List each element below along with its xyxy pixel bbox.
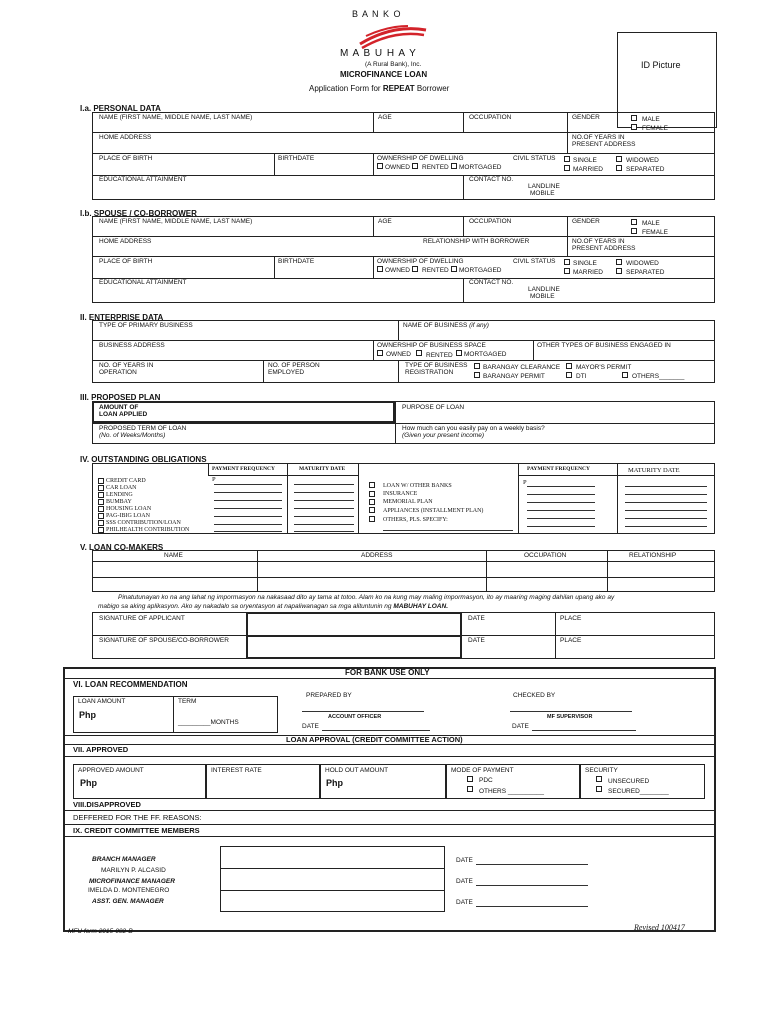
spouse-rented-checkbox[interactable] — [412, 266, 418, 272]
obligations-maturity-right: MATURITY DATE — [628, 467, 680, 474]
enterprise-owned-label: OWNED — [386, 351, 411, 358]
dti-label: DTI — [576, 373, 587, 380]
spouse-mobile-label: MOBILE — [530, 293, 555, 300]
approved-amount-label: APPROVED AMOUNT — [78, 767, 144, 774]
enterprise-mortgaged-checkbox[interactable] — [456, 350, 462, 356]
obligation-left-item: PHILHEALTH CONTRIBUTION — [106, 527, 190, 533]
personal-gender-label: GENDER — [572, 114, 600, 121]
obligation-checkbox[interactable] — [98, 506, 104, 512]
enterprise-others-checkbox[interactable] — [622, 372, 628, 378]
declaration-line-1: Pinatutunayan ko na ang lahat ng impormasyon na nakasaad dito ay tama at totoo. Alam ko na kung may maling impormasyon, ito ay maaring maging dahilan upang ako ay — [118, 594, 615, 601]
personal-age-label: AGE — [378, 114, 392, 121]
obligation-left-item: PAG-IBIG LOAN — [106, 513, 150, 519]
plan-amount-label-1: AMOUNT OF — [99, 404, 139, 411]
enterprise-other-types-label: OTHER TYPES OF BUSINESS ENGAGED IN — [537, 342, 671, 349]
comakers-table — [92, 550, 715, 592]
personal-male-label: MALE — [642, 116, 660, 123]
bank-subtitle: (A Rural Bank), Inc. — [365, 61, 422, 68]
personal-single-checkbox[interactable] — [564, 156, 570, 162]
spouse-owned-checkbox[interactable] — [377, 266, 383, 272]
holdout-amount-label: HOLD OUT AMOUNT — [325, 767, 389, 774]
spouse-relationship-label: RELATIONSHIP WITH BORROWER — [423, 238, 530, 245]
comakers-col-address: ADDRESS — [361, 552, 393, 559]
personal-widowed-label: WIDOWED — [626, 157, 659, 164]
secured-checkbox[interactable] — [596, 786, 602, 792]
obligation-checkbox[interactable] — [369, 516, 375, 522]
loan-recommendation-title: VI. LOAN RECOMMENDATION — [73, 680, 188, 689]
enterprise-address-label: BUSINESS ADDRESS — [99, 342, 165, 349]
spouse-ownership-label: OWNERSHIP OF DWELLING — [377, 258, 464, 265]
obligation-checkbox[interactable] — [98, 513, 104, 519]
plan-amount-label-2: LOAN APPLIED — [99, 411, 148, 418]
personal-landline-label: LANDLINE — [528, 183, 560, 190]
brgy-clearance-label: BARANGAY CLEARANCE — [483, 364, 561, 371]
obligation-right-item: MEMORIAL PLAN — [383, 499, 433, 505]
committee-date-3: DATE — [456, 899, 473, 906]
personal-female-label: FEMALE — [642, 125, 669, 132]
obligation-checkbox[interactable] — [98, 492, 104, 498]
enterprise-persons-label-1: NO. OF PERSON — [268, 362, 320, 369]
enterprise-owned-checkbox[interactable] — [377, 350, 383, 356]
mf-manager-name: IMELDA D. MONTENEGRO — [88, 887, 170, 894]
pdc-checkbox[interactable] — [467, 776, 473, 782]
personal-occupation-label: OCCUPATION — [469, 114, 512, 121]
spouse-widowed-label: WIDOWED — [626, 260, 659, 267]
section-obligations-title: IV. OUTSTANDING OBLIGATIONS — [80, 455, 207, 464]
form-title: MICROFINANCE LOAN — [340, 70, 428, 79]
personal-education-label: EDUCATIONAL ATTAINMENT — [99, 176, 187, 183]
spouse-separated-checkbox[interactable] — [616, 268, 622, 274]
brgy-permit-checkbox[interactable] — [474, 372, 480, 378]
spouse-present-label: PRESENT ADDRESS — [572, 245, 636, 252]
bank-name: M A B U H A Y — [340, 48, 417, 59]
branch-manager-title: BRANCH MANAGER — [92, 856, 156, 863]
section-comakers-title: V. LOAN CO-MAKERS — [80, 543, 164, 552]
committee-title: IX. CREDIT COMMITTEE MEMBERS — [73, 826, 200, 835]
personal-owned-label: OWNED — [385, 164, 410, 171]
obligation-checkbox[interactable] — [369, 507, 375, 513]
obligation-checkbox[interactable] — [98, 478, 104, 484]
rec-php-label: Php — [79, 710, 96, 720]
enterprise-persons-label-2: EMPLOYED — [268, 369, 305, 376]
personal-contact-label: CONTACT NO. — [469, 176, 514, 183]
obligations-p-left: P — [212, 476, 216, 483]
payment-others-checkbox[interactable] — [467, 786, 473, 792]
approved-title: VII. APPROVED — [73, 745, 129, 754]
spouse-occupation-label: OCCUPATION — [469, 218, 512, 225]
enterprise-type-label: TYPE OF PRIMARY BUSINESS — [99, 322, 193, 329]
enterprise-space-label: OWNERSHIP OF BUSINESS SPACE — [377, 342, 486, 349]
account-officer-label: ACCOUNT OFFICER — [328, 714, 382, 720]
prepared-by-label: PREPARED BY — [306, 692, 352, 699]
personal-married-label: MARRIED — [573, 166, 603, 173]
personal-mortgaged-label: MORTGAGED — [459, 164, 502, 171]
checked-date-label: DATE — [512, 723, 529, 730]
unsecured-label: UNSECURED — [608, 778, 650, 785]
signature-spouse-label: SIGNATURE OF SPOUSE/CO-BORROWER — [99, 637, 229, 644]
plan-term-note: (No. of Weeks/Months) — [99, 432, 166, 439]
personal-widowed-checkbox[interactable] — [616, 156, 622, 162]
mode-payment-label: MODE OF PAYMENT — [451, 767, 514, 774]
signature-place-label: PLACE — [560, 615, 582, 622]
obligation-checkbox[interactable] — [98, 520, 104, 526]
spouse-married-label: MARRIED — [573, 269, 603, 276]
spouse-age-label: AGE — [378, 218, 392, 225]
personal-present-label: PRESENT ADDRESS — [572, 141, 636, 148]
asst-gen-manager-title: ASST. GEN. MANAGER — [92, 898, 164, 905]
section-plan-title: III. PROPOSED PLAN — [80, 393, 161, 402]
secured-label: SECURED________ — [608, 788, 669, 795]
enterprise-years-label-1: NO. OF YEARS IN — [99, 362, 154, 369]
spouse-married-checkbox[interactable] — [564, 268, 570, 274]
obligation-right-item: LOAN W/ OTHER BANKS — [383, 483, 452, 489]
obligation-right-item: INSURANCE — [383, 491, 418, 497]
comakers-col-occupation: OCCUPATION — [524, 552, 567, 559]
personal-civil-label: CIVIL STATUS — [513, 155, 556, 162]
spouse-male-checkbox[interactable] — [631, 219, 637, 225]
spouse-single-checkbox[interactable] — [564, 259, 570, 265]
plan-pay-label: How much can you easily pay on a weekly basis? — [402, 425, 545, 432]
spouse-widowed-checkbox[interactable] — [616, 259, 622, 265]
obligation-left-item: LENDING — [106, 492, 133, 498]
rec-loan-amount-label: LOAN AMOUNT — [78, 698, 126, 705]
spouse-civil-label: CIVIL STATUS — [513, 258, 556, 265]
obligations-maturity-left: MATURITY DATE — [299, 466, 346, 472]
obligations-payfreq-left: PAYMENT FREQUENCY — [212, 466, 276, 472]
plan-purpose-label: PURPOSE OF LOAN — [402, 404, 465, 411]
committee-date-1: DATE — [456, 857, 473, 864]
spouse-birthplace-label: PLACE OF BIRTH — [99, 258, 153, 265]
personal-rented-checkbox[interactable] — [412, 163, 418, 169]
personal-ownership-label: OWNERSHIP OF DWELLING — [377, 155, 464, 162]
deferred-label: DEFFERED FOR THE FF. REASONS: — [73, 813, 202, 822]
enterprise-rented-label: RENTED — [426, 352, 453, 359]
obligation-checkbox[interactable] — [369, 482, 375, 488]
personal-birthplace-label: PLACE OF BIRTH — [99, 155, 153, 162]
spouse-name-label: NAME (FIRST NAME, MIDDLE NAME, LAST NAME) — [99, 218, 253, 225]
enterprise-reg-label-2: REGISTRATION — [405, 369, 454, 376]
spouse-contact-label: CONTACT NO. — [469, 279, 514, 286]
signature-date-label-2: DATE — [468, 637, 485, 644]
spouse-birthdate-label: BIRTHDATE — [278, 258, 315, 265]
obligation-right-item: APPLIANCES (INSTALLMENT PLAN) — [383, 508, 484, 514]
spouse-years-label: NO.OF YEARS IN — [572, 238, 625, 245]
revision-note: Revised 100417 — [634, 923, 685, 932]
rec-term-label: TERM — [178, 698, 197, 705]
spouse-landline-label: LANDLINE — [528, 286, 560, 293]
interest-rate-label: INTEREST RATE — [211, 767, 262, 774]
obligation-checkbox[interactable] — [98, 485, 104, 491]
brgy-clearance-checkbox[interactable] — [474, 363, 480, 369]
spouse-male-label: MALE — [642, 220, 660, 227]
spouse-female-checkbox[interactable] — [631, 228, 637, 234]
obligation-left-item: SSS CONTRIBUTION/LOAN — [106, 520, 181, 526]
plan-pay-note: (Given your present income) — [402, 432, 485, 439]
mayor-permit-label: MAYOR'S PERMIT — [576, 364, 632, 371]
disapproved-title: VIII.DISAPPROVED — [73, 800, 141, 809]
personal-single-label: SINGLE — [573, 157, 597, 164]
form-subtitle: Application Form for REPEAT Borrower — [309, 84, 450, 93]
enterprise-mortgaged-label: MORTGAGED — [464, 351, 507, 358]
personal-female-checkbox[interactable] — [631, 124, 637, 130]
declaration-line-2: mabigo sa aking aplikasyon. Ako ay nakadalo sa oryentasyon at napaliwanagan sa mga alituntunin ng MABUHAY LOAN. — [98, 603, 449, 610]
personal-separated-checkbox[interactable] — [616, 165, 622, 171]
obligation-checkbox[interactable] — [369, 499, 375, 505]
personal-separated-label: SEPARATED — [626, 166, 665, 173]
enterprise-reg-label-1: TYPE OF BUSINESS — [405, 362, 468, 369]
spouse-education-label: EDUCATIONAL ATTAINMENT — [99, 279, 187, 286]
spouse-single-label: SINGLE — [573, 260, 597, 267]
signature-date-label: DATE — [468, 615, 485, 622]
dti-checkbox[interactable] — [566, 372, 572, 378]
personal-name-label: NAME (FIRST NAME, MIDDLE NAME, LAST NAME) — [99, 114, 253, 121]
comakers-col-name: NAME — [164, 552, 183, 559]
personal-mobile-label: MOBILE — [530, 190, 555, 197]
obligation-left-item: CREDIT CARD — [106, 478, 146, 484]
brgy-permit-label: BARANGAY PERMIT — [483, 373, 545, 380]
security-label: SECURITY — [585, 767, 618, 774]
personal-home-label: HOME ADDRESS — [99, 134, 152, 141]
loan-approval-title: LOAN APPROVAL (CREDIT COMMITTEE ACTION) — [286, 735, 463, 744]
obligation-checkbox[interactable] — [369, 491, 375, 497]
section-spouse-title: I.b. SPOUSE / CO-BORROWER — [80, 209, 197, 218]
spouse-separated-label: SEPARATED — [626, 269, 665, 276]
obligations-payfreq-right: PAYMENT FREQUENCY — [527, 466, 591, 472]
mayor-permit-checkbox[interactable] — [566, 363, 572, 369]
mf-supervisor-label: MF SUPERVISOR — [547, 714, 593, 720]
personal-mortgaged-checkbox[interactable] — [451, 163, 457, 169]
mf-manager-title: MICROFINANCE MANAGER — [89, 878, 175, 885]
obligation-checkbox[interactable] — [98, 527, 104, 533]
spouse-mortgaged-checkbox[interactable] — [451, 266, 457, 272]
obligations-p-right: P — [523, 479, 527, 486]
personal-married-checkbox[interactable] — [564, 165, 570, 171]
enterprise-others-label: OTHERS_______ — [632, 373, 685, 380]
approved-php-label: Php — [80, 778, 97, 788]
bank-logo — [358, 22, 428, 50]
committee-date-2: DATE — [456, 878, 473, 885]
personal-owned-checkbox[interactable] — [377, 163, 383, 169]
comakers-col-relationship: RELATIONSHIP — [629, 552, 677, 559]
spouse-owned-label: OWNED — [385, 267, 410, 274]
personal-male-checkbox[interactable] — [631, 115, 637, 121]
form-number: MFU form 2015-002-B — [68, 928, 133, 935]
enterprise-rented-checkbox[interactable] — [416, 350, 422, 356]
enterprise-bname-label: NAME OF BUSINESS (if any) — [403, 322, 489, 329]
personal-birthdate-label: BIRTHDATE — [278, 155, 315, 162]
payment-others-label: OTHERS __________ — [479, 788, 545, 795]
section-enterprise-title: II. ENTERPRISE DATA — [80, 313, 164, 322]
id-picture-label: ID Picture — [641, 60, 681, 70]
spouse-female-label: FEMALE — [642, 229, 669, 236]
signature-place-label-2: PLACE — [560, 637, 582, 644]
spouse-rented-label: RENTED — [422, 267, 449, 274]
section-personal-title: I.a. PERSONAL DATA — [80, 104, 161, 113]
obligation-left-item: BUMBAY — [106, 499, 132, 505]
bank-name-top: B A N K O — [352, 9, 402, 19]
obligation-checkbox[interactable] — [98, 499, 104, 505]
enterprise-years-label-2: OPERATION — [99, 369, 137, 376]
checked-by-label: CHECKED BY — [513, 692, 556, 699]
pdc-label: PDC — [479, 777, 493, 784]
personal-rented-label: RENTED — [422, 164, 449, 171]
signature-applicant-label: SIGNATURE OF APPLICANT — [99, 615, 185, 622]
rec-months-label: _________MONTHS — [178, 719, 239, 726]
personal-years-label: NO.OF YEARS IN — [572, 134, 625, 141]
committee-signature-box[interactable] — [220, 846, 445, 912]
spouse-home-label: HOME ADDRESS — [99, 238, 152, 245]
obligation-right-item: OTHERS, PLS. SPECIFY: — [383, 517, 448, 523]
spouse-gender-label: GENDER — [572, 218, 600, 225]
obligation-left-item: CAR LOAN — [106, 485, 137, 491]
plan-term-label: PROPOSED TERM OF LOAN — [99, 425, 187, 432]
prepared-date-label: DATE — [302, 723, 319, 730]
spouse-mortgaged-label: MORTGAGED — [459, 267, 502, 274]
branch-manager-name: MARILYN P. ALCASID — [101, 867, 166, 874]
unsecured-checkbox[interactable] — [596, 776, 602, 782]
bank-use-title: FOR BANK USE ONLY — [345, 668, 430, 677]
obligation-left-item: HOUSING LOAN — [106, 506, 152, 512]
holdout-php-label: Php — [326, 778, 343, 788]
